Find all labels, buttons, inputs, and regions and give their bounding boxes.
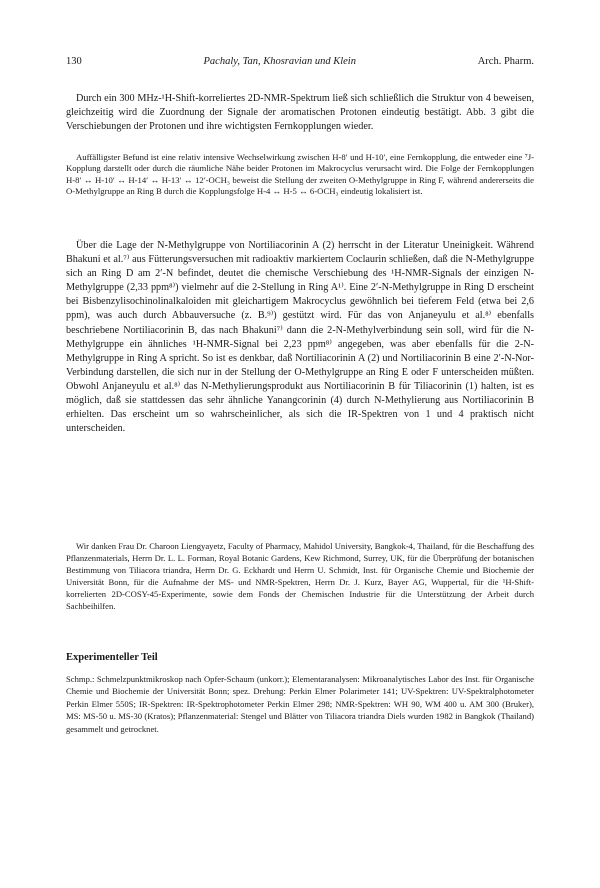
section-heading-experimental: Experimenteller Teil — [66, 652, 158, 663]
acknowledgement-paragraph: Wir danken Frau Dr. Charoon Liengyayetz, Faculty of Pharmacy, Mahidol University, Bangkok-4, Thailand, für die Beschaffung des Pflanzenmaterials, Herrn Dr. L. L. Forman, Royal Botanic Gardens, Kew Richmond, Surrey, UK, für die Überprüfung der botanischen Bestimmung von Tiliacora triandra, Herrn Dr. G. Eckhardt und Herrn U. Schmidt, Inst. für Organische Chemie und Biochemie der Universität Bonn, für die Aufnahme der MS- und NMR-Spektren, Herrn Dr. J. Kurz, Bayer AG, Wuppertal, für die ¹H-Shift-korrelierten 2D-COSY-45-Experimente, sowie dem Fonds der Chemischen Industrie für die Unterstützung der Arbeit durch Sachbeihilfen. — [66, 541, 534, 611]
paragraph-nmr-structure: Durch ein 300 MHz-¹H-Shift-korreliertes 2D-NMR-Spektrum ließ sich schließlich die Struktur von 4 beweisen, gleichzeitig wird die Zuordnung der Signale der aromatischen Protonen eindeutig bestätigt. Abb. 3 gibt die Verschiebungen der Protonen und ihre wichtigsten Fernkopplungen wieder. — [66, 93, 534, 133]
page-number: 130 — [66, 56, 82, 67]
running-header — [66, 56, 534, 67]
note-long-range-coupling: Auffälligster Befund ist eine relativ intensive Wechselwirkung zwischen H-8′ und H-10′, eine Fernkopplung, die entweder eine ⁷J-Kopplung darstellt oder durch die räumliche Nähe beider Protonen im Makrocyclus verursacht wird. Die Folge der Fernkopplungen H-8′ ↔ H-10′ ↔ H-14′ ↔ H-13′ ↔ 12′-OCH₃ beweist die Stellung der zweiten O-Methylgruppe in Ring F, während andererseits die O-Methylgruppe an Ring B durch die Kopplungsfolge H-4 ↔ H-5 ↔ 6-OCH₃ eindeutig lokalisiert ist. — [66, 152, 534, 197]
experimental-paragraph: Schmp.: Schmelzpunktmikroskop nach Opfer-Schaum (unkorr.); Elementaranalysen: Mikroanalytisches Labor des Inst. für Organische Chemie und Biochemie der Universität Bonn; spez. Drehung: Perkin Elmer Polarimeter 141; UV-Spektren: UV-Spektralphotometer Perkin Elmer 550S; IR-Spektren: IR-Spektrophotometer Perkin Elmer 298; NMR-Spektren: WH 90, WM 400 u. AM 300 (Bruker), MS: MS-50 u. MS-30 (Kratos); Pflanzenmaterial: Stengel und Blätter von Tiliacora triandra Diels wurden 1982 in Bangkok (Thailand) gesammelt und getrocknet. — [66, 674, 534, 734]
paragraph-n-methyl-position: Über die Lage der N-Methylgruppe von Nortiliacorinin A (2) herrscht in der Literatur Uneinigkeit. Während Bhakuni et al.⁷⁾ aus Fütterungsversuchen mit radioaktiv markiertem Coclaurin schließen, daß die N-Methylgruppe sich an Ring D am 2′-N befindet, deutet die chemische Verschiebung des ¹H-NMR-Signals der einzigen N-Methylgruppe (2,33 ppm⁸⁾) vielmehr auf die 2-Stellung in Ring A¹⁾. Eine 2′-N-Methylgruppe in Ring D erscheint bei Bisbenzylisochinolinalkaloiden mit gleichartigem Makrocyclus gewöhnlich bei tieferem Feld (etwa bei 2,6 ppm), was auch durch Abbauversuche (z. B.⁹⁾) gestützt wird. Für das von Anjaneyulu et al.⁸⁾ ebenfalls beschriebene Nortiliacorinin B, das nach Bhakuni⁷⁾ dann die 2-N-Methylverbindung sein soll, wird für die N-Methylgruppe ein ähnliches ¹H-NMR-Signal bei 2,23 ppm⁸⁾ angegeben, was aber ebenfalls für die 2-N-Methylgruppe in Ring A spricht. So ist es denkbar, daß Nortiliacorinin A (2) und Nortiliacorinin B eine 2′-N-Nor-Verbindung darstellen, die sich nur in der Stellung der O-Methylgruppe an Ring E oder F unterscheiden müßten. Obwohl Anjaneyulu et al.⁸⁾ das N-Methylierungsprodukt aus Nortiliacorinin B für Tiliacorinin (1) halten, ist es möglich, daß sie stattdessen das sehr ähnliche Yanangcorinin (4) durch N-Methylierung aus Nortiliacorinin B erhielten. Das erscheint um so wahrscheinlicher, als sich die IR-Spektren von 1 und 4 praktisch nicht unterscheiden. — [66, 240, 534, 435]
journal-name: Arch. Pharm. — [477, 56, 534, 67]
author-line: Pachaly, Tan, Khosravian und Klein — [203, 56, 356, 67]
